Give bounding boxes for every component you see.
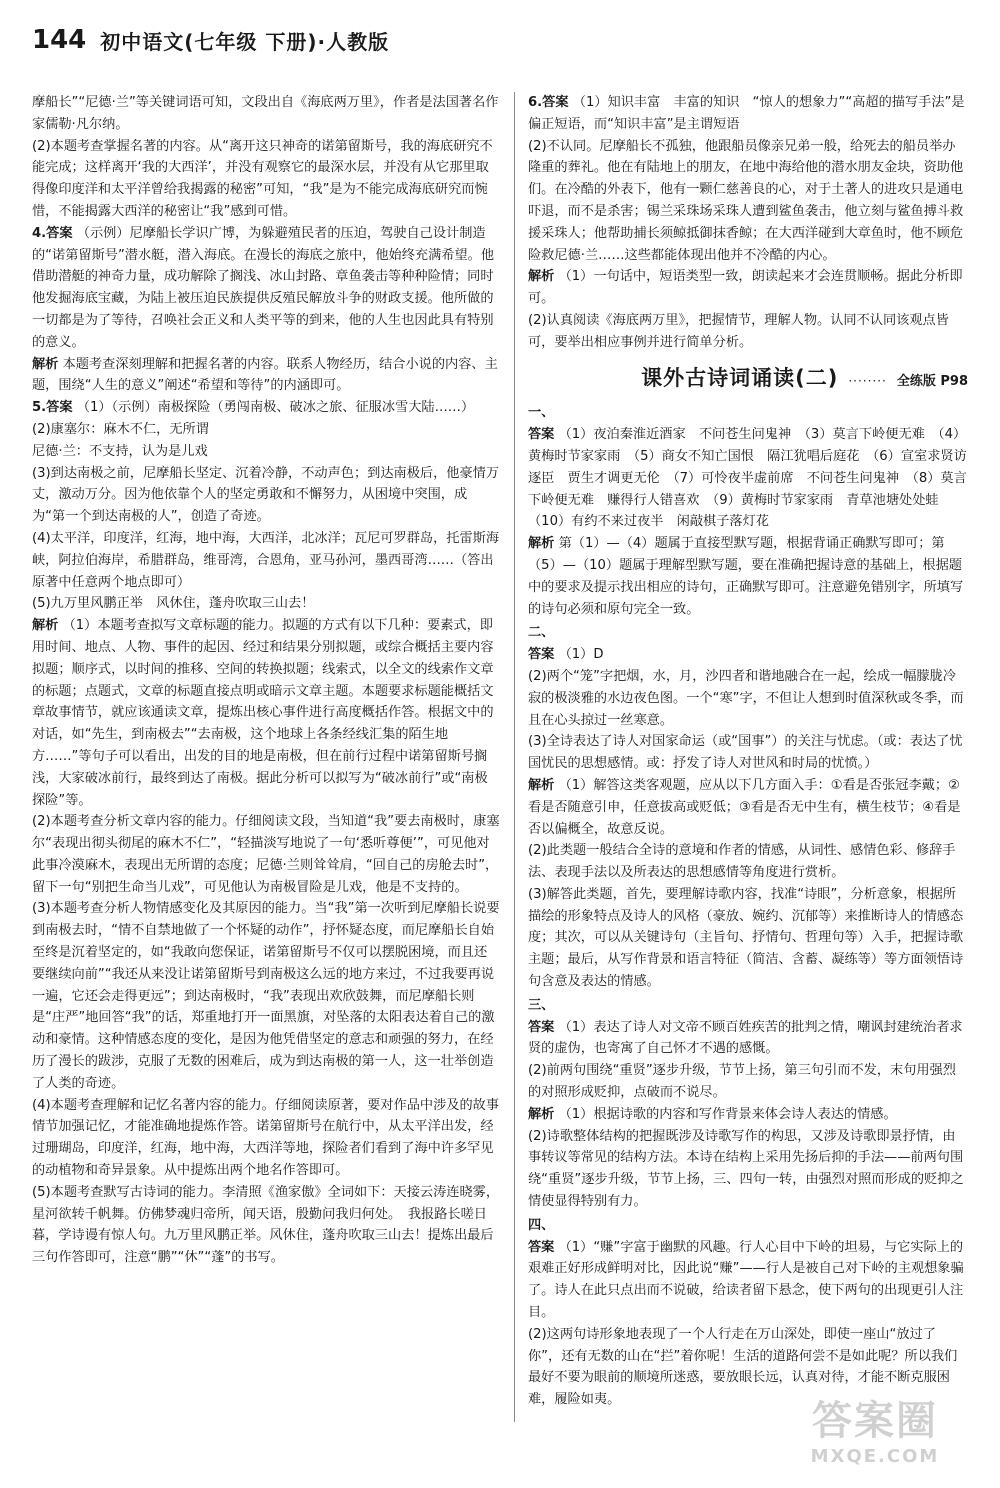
answer-text: (2)不认同。尼摩船长不孤独，他跟船员像亲兄弟一般，给死去的船员举办隆重的葬礼。他在有陆地上的朋友，在地中海给他的潜水朋友金块，资助他们。在冷酷的外表下，他有一颗仁慈善良的心，对于土著人的进攻只是通电吓退，而不是杀害；锡兰采珠场采珠人遭到鲨鱼袭击，他立刻与鲨鱼搏斗救援采珠人；他帮助捕长须鲸抵御抹香鲸；在大西洋碰到大章鱼时，他不顾危险救尼德·兰……这些都能体现出他并不冷酷的内心。 bbox=[528, 138, 964, 263]
answer-text: （1）（示例）南极探险（勇闯南极、破冰之旅、征服冰雪大陆……） bbox=[76, 400, 475, 416]
answer-paragraph bbox=[32, 92, 500, 136]
answer-label: 解析 bbox=[32, 618, 59, 634]
answer-label: 5.答案 bbox=[32, 400, 73, 416]
answer-text: （1）解答这类客观题，应从以下几方面入手：①看是否张冠李戴；②看是否随意引申，任意拔高或贬低；③看是否无中生有，横生枝节；④看是否以偏概全，故意反说。 bbox=[528, 777, 961, 837]
answer-text: (2)诗歌整体结构的把握既涉及诗歌写作的构思，又涉及诗歌即景抒情，由事转议等常见的结构方法。本诗在结构上采用先扬后抑的手法——前两句围绕“重贤”逐步升级，节节上扬，三、四句一转，由强烈对照而形成的贬抑之情使显得特别有力。 bbox=[528, 1128, 964, 1210]
answer-paragraph bbox=[32, 136, 500, 223]
answer-text: (2)本题考查分析文章内容的能力。仔细阅读文段，当知道“我”要去南极时，康塞尔“表现出彻头彻尾的麻木不仁”，“轻描淡写地说了一句‘悉听尊便’”，可见他对此事冷漠麻木，表现出无所谓的态度；尼德·兰则耸耸肩，“回自己的房舱去时”，留下一句“别把生命当儿戏”，可见他认为南极冒险是儿戏，他是不支持的。 bbox=[32, 814, 500, 895]
answer-paragraph bbox=[32, 1182, 500, 1269]
part-heading: 四、 bbox=[528, 1217, 555, 1233]
answer-paragraph bbox=[32, 223, 500, 354]
answer-text: (3)解答此类题，首先，要理解诗歌内容，找准“诗眼”，分析意象，根据所描绘的形象特点及诗人的风格（豪放、婉约、沉郁等）来推断诗人的情感态度；其次，可以从关键诗句（主旨句、抒情句、哲理句等）入手，把握诗歌主题；最后，从写作背景和语言特征（简洁、含蓄、凝练等）等方面领悟诗句含意及表达的情感。 bbox=[528, 886, 964, 990]
answer-paragraph bbox=[32, 397, 500, 419]
answer-text: 第（1）—（4）题属于直接型默写题，根据背诵正确默写即可；第（5）—（10）题属于理解型默写题，要在准确把握诗意的基础上，根据题中的要求及提示找出相应的诗句，正确默写即可。注意避免错别字，所填写的诗句必须和原句完全一致。 bbox=[528, 536, 964, 617]
answer-paragraph bbox=[528, 533, 968, 620]
answer-paragraph bbox=[528, 310, 968, 354]
answer-text: (2)两个“笼”字把烟，水，月，沙四者和谐地融合在一起，绘成一幅朦胧冷寂的极淡雅的水边夜色图。一个“寒”字，不但让人想到时值深秋或冬季，而且在心头掠过一丝寒意。 bbox=[528, 668, 964, 728]
answer-paragraph bbox=[32, 615, 500, 811]
answer-paragraph bbox=[32, 419, 500, 441]
book-title: 初中语文(七年级 下册)·人教版 bbox=[100, 29, 390, 54]
watermark-sub-text: MXQE.COM bbox=[810, 1446, 940, 1467]
answer-text: 本题考查深刻理解和把握名著的内容。联系人物经历，结合小说的内容、主题，围绕“人生的意义”阐述“希望和等待”的内涵即可。 bbox=[32, 356, 498, 394]
answer-label: 答案 bbox=[528, 427, 555, 443]
answer-text: (2)本题考查掌握名著的内容。从“离开这只神奇的诺第留斯号，我的海底研究不能完成；这样离开‘我的大西洋’，并没有观察它的最深水层，并没有从它那里取得像印度洋和太平洋曾给我揭露的秘密”可知，“我”是为不能完成海底研究而惋惜，不能揭露大西洋的秘密让“我”感到可惜。 bbox=[32, 138, 493, 219]
answer-text: （1）夜泊秦淮近酒家 不问苍生问鬼神 （3）莫言下岭便无难 （4）黄梅时节家家雨 （5）商女不知亡国恨 隔江犹唱后庭花 （6）宣室求贤访逐臣 贾生才调更无伦 （7）可怜夜半虚前席 不问苍生问鬼神 （8）莫言下岭便无难 赚得行人错喜欢 （9）黄梅时节家家雨 青草池塘处处蛙 （10）有约不来过夜半 闲敲棋子落灯花 bbox=[528, 427, 967, 530]
answer-text: （示例）尼摩船长学识广博，为躲避殖民者的压迫，驾驶自己设计制造的“诺第留斯号”潜水艇，潜入海底。在漫长的海底之旅中，他始终充满希望。他借助潜艇的神奇力量，成功解除了搁浅、冰山封路、章鱼袭击等种种险情；同时他发掘海底宝藏，为陆上被压迫民族提供反殖民解放斗争的财政支援。他所做的一切都是为了等待，召唤社会正义和人类平等的到来，他的人生也因此具有特别的意义。 bbox=[32, 225, 495, 350]
answer-text: (2)这两句诗形象地表现了一个人行走在万山深处，即使一座山“放过了你”，还有无数的山在“拦”着你呢！生活的道路何尝不是如此呢？所以我们最好不要为眼前的顺境所迷惑，要放眼长远，认真对待，才能不断克服困难，履险如夷。 bbox=[528, 1326, 958, 1408]
answers-6-block bbox=[528, 92, 968, 354]
section-heading bbox=[528, 365, 968, 393]
answer-label: 解析 bbox=[528, 269, 555, 285]
answer-text: (5)九万里风鹏正举 风休住，蓬舟吹取三山去！ bbox=[32, 596, 315, 612]
answer-paragraph bbox=[528, 840, 968, 884]
part-heading: 二、 bbox=[528, 625, 555, 641]
answer-paragraph bbox=[528, 266, 968, 310]
answer-paragraph bbox=[528, 644, 968, 666]
answer-paragraph bbox=[528, 884, 968, 993]
answer-text: (5)本题考查默写古诗词的能力。李清照《渔家傲》全词如下：天接云涛连晓雾，星河欲转千帆舞。仿佛梦魂归帝所，闻天语，殷勤问我归何处。 我报路长嗟日暮，学诗谩有惊人句。九万里风鹏正举。风休住，蓬舟吹取三山去！提炼出最后三句作答即可，注意“鹏”“休”“蓬”的书写。 bbox=[32, 1184, 500, 1266]
poetry-answers-block bbox=[528, 402, 968, 1411]
answer-label: 6.答案 bbox=[528, 95, 569, 110]
section-title: 课外古诗词诵读(二) bbox=[641, 365, 839, 390]
part-heading: 一、 bbox=[528, 405, 555, 421]
answer-paragraph bbox=[32, 1095, 500, 1182]
answer-text: （1）知识丰富 丰富的知识 “惊人的想象力”“高超的描写手法”是偏正短语，而“知识丰富”是主谓短语 bbox=[528, 95, 965, 132]
answer-text: （1）本题考查拟写文章标题的能力。拟题的方式有以下几种：要素式，即用时间、地点、人物、事件的起因、经过和结果分别拟题，或综合概括主要内容拟题；顺序式，以时间的推移、空间的转换拟题；线索式，以全文的线索作文章的标题；点题式，文章的标题直接点明或暗示文章主题。本题要求标题能概括文章故事情节，就应该通读文章，提炼出核心事件进行高度概括作答。根据文中的对话，如“先生，到南极去”“去南极，这个地球上各条经线汇集的陌生地方……”等句子可以看出，出发的目的地是南极，但在前行过程中诺第留斯号搁浅，大家破冰前行，最终到达了南极。据此分析可以拟写为“破冰前行”或“南极探险”等。 bbox=[32, 618, 494, 808]
answer-paragraph bbox=[528, 666, 968, 731]
answer-text: (2)认真阅读《海底两万里》，把握情节，理解人物。认同不认同该观点皆可，要举出相应事例并进行简单分析。 bbox=[528, 312, 949, 350]
answer-paragraph bbox=[32, 354, 500, 398]
answer-text: （1）表达了诗人对文帝不顾百姓疾苦的批判之情，嘲讽封建统治者求贤的虚伪，也寄寓了自己怀才不遇的感慨。 bbox=[528, 1019, 963, 1057]
answer-label: 答案 bbox=[528, 647, 555, 663]
answer-label: 4.答案 bbox=[32, 225, 73, 241]
answer-paragraph bbox=[528, 1237, 968, 1324]
answer-text: （1）一句话中，短语类型一致，朗读起来才会连贯顺畅。据此分析即可。 bbox=[528, 269, 963, 307]
answer-text: (2)前两句围绕“重贤”逐步升级，节节上扬，第三句引而不发，末句用强烈的对照形成贬抑，点破而不说尽。 bbox=[528, 1063, 956, 1101]
answer-paragraph bbox=[528, 731, 968, 775]
answer-paragraph bbox=[32, 593, 500, 615]
answer-text: 尼德·兰：不支持，认为是儿戏 bbox=[32, 443, 208, 459]
answer-paragraph bbox=[528, 1017, 968, 1061]
answer-label: 答案 bbox=[528, 1019, 555, 1035]
page-number: 144 bbox=[32, 25, 87, 55]
answer-paragraph bbox=[32, 463, 500, 528]
answer-label: 解析 bbox=[528, 1106, 555, 1122]
answer-text: （1）“赚”字富于幽默的风趣。行人心目中下岭的坦易，与它实际上的艰难正好形成鲜明对比，因此说“赚”——行人是被自己对下岭的主观想象骗了。诗人在此只点出而不说破，给读者留下悬念，使下两句的出现更引人注目。 bbox=[528, 1239, 964, 1321]
answer-label: 解析 bbox=[528, 777, 555, 793]
answer-paragraph bbox=[528, 136, 968, 267]
answer-text: (3)全诗表达了诗人对国家命运（或“国事”）的关注与忧虑。（或：表达了忧国忧民的思想感情。或：抒发了诗人对世风和时局的忧愤。） bbox=[528, 734, 963, 772]
section-page-ref: 全练版 P98 bbox=[896, 373, 968, 389]
column-divider bbox=[514, 92, 515, 1422]
answer-text: (2)康塞尔：麻木不仁，无所谓 bbox=[32, 421, 209, 437]
answer-paragraph bbox=[32, 898, 500, 1094]
answer-paragraph bbox=[528, 92, 968, 136]
answer-paragraph bbox=[528, 775, 968, 840]
right-column bbox=[528, 92, 968, 1472]
answer-text: (3)到达南极之前，尼摩船长坚定、沉着冷静，不动声色；到达南极后，他豪情万丈，激动万分。因为他依靠个人的坚定勇敢和不懈努力，从困境中突围，成为“第一个到达南极的人”，创造了奇迹。 bbox=[32, 465, 500, 525]
answer-paragraph bbox=[32, 528, 500, 593]
answer-paragraph bbox=[528, 1126, 968, 1213]
answer-paragraph bbox=[528, 1060, 968, 1104]
answer-text: 摩船长”“尼德·兰”等关键词语可知，文段出自《海底两万里》，作者是法国著名作家儒勒·凡尔纳。 bbox=[32, 95, 499, 132]
answer-text: (2)此类题一般结合全诗的意境和作者的情感，从词性、感情色彩、修辞手法、表现手法以及所表达的思想感情等角度进行赏析。 bbox=[528, 843, 956, 881]
answer-text: （1）D bbox=[558, 647, 604, 663]
answer-label: 解析 bbox=[32, 356, 59, 372]
answer-label: 解析 bbox=[528, 536, 555, 552]
part-heading: 三、 bbox=[528, 997, 555, 1013]
answer-paragraph bbox=[32, 441, 500, 463]
answer-paragraph bbox=[528, 1104, 968, 1126]
left-column bbox=[32, 92, 500, 1472]
answer-text: (4)本题考查理解和记忆名著内容的能力。仔细阅读原著，要对作品中涉及的故事情节加强记忆，才能准确地提炼作答。诺第留斯号在航行中，从太平洋出发，经过珊瑚岛，印度洋，红海，地中海，大西洋等地，探险者们看到了海中许多罕见的动植物和奇异景象。从中提炼出两个地名作答即可。 bbox=[32, 1097, 500, 1179]
site-watermark-logo bbox=[780, 1384, 970, 1472]
page-header bbox=[32, 18, 389, 62]
answer-paragraph bbox=[528, 424, 968, 533]
answer-text: （1）根据诗歌的内容和写作背景来体会诗人表达的情感。 bbox=[558, 1106, 897, 1122]
answer-text: (3)本题考查分析人物情感变化及其原因的能力。当“我”第一次听到尼摩船长说要到南极去时，“情不自禁地做了一个怀疑的动作”，抒怀疑态度，而尼摩船长自始至终是沉着坚定的，如“我敢向您保证，诺第留斯号不仅可以摆脱困境，而且还要继续向前”“我还从来没让诺第留斯号到南极这么远的地方来过，不过我要再说一遍，它还会走得更远”；到达南极时，“我”表现出欢欣鼓舞，而尼摩船长则是“庄严”地回答“我”的话，郑重地打开一面黑旗，对坠落的太阳表达着自己的激动和豪情。这种情感态度的变化，是因为他凭借坚定的意志和顽强的努力，在经历了漫长的跋涉，克服了无数的困难后，成为到达南极的第一人，这一壮举创造了人类的奇迹。 bbox=[32, 901, 500, 1091]
answer-label: 答案 bbox=[528, 1239, 555, 1255]
watermark-main-text: 答案圈 bbox=[812, 1398, 938, 1444]
section-dots: ········ bbox=[848, 373, 887, 388]
answer-paragraph bbox=[32, 811, 500, 898]
answer-text: (4)太平洋，印度洋，红海，地中海，大西洋，北冰洋；瓦尼可罗群岛，托雷斯海峡，阿拉伯海岸，希腊群岛，维哥湾，合恩角，亚马孙河，墨西哥湾……（答出原著中任意两个地点即可） bbox=[32, 530, 500, 590]
